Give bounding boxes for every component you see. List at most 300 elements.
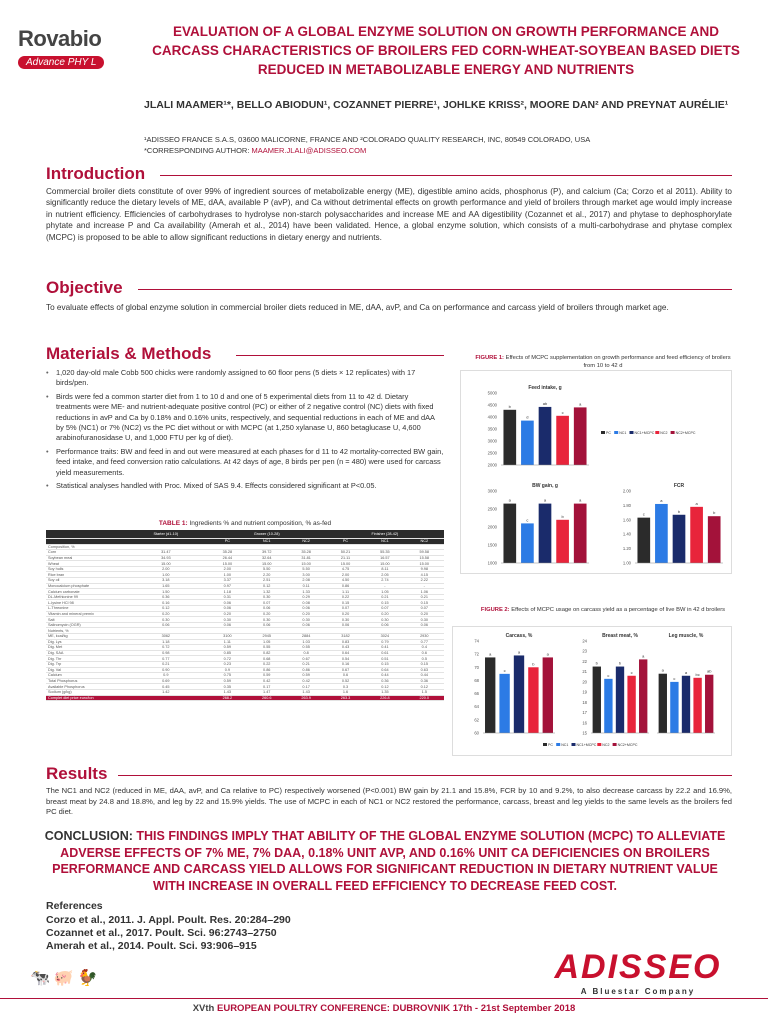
table-cell: Dig. Val xyxy=(46,667,124,673)
animal-silhouettes xyxy=(30,968,102,988)
chart-bar xyxy=(670,682,678,733)
table-cell: 0.06 xyxy=(286,622,325,628)
bar-significance-label: b xyxy=(677,508,681,514)
table-cell: 1.32 xyxy=(247,589,286,595)
corresponding-email[interactable]: MAAMER.JLALI@ADISSEO.COM xyxy=(251,146,367,155)
table-cell: 0.6 xyxy=(326,673,365,679)
table-cell: 1.06 xyxy=(405,589,444,595)
legend-swatch xyxy=(543,743,547,746)
chart-legend xyxy=(601,431,696,435)
figure2-caption-text: Effects of MCPC usage on carcass yield as a percentage of live BW in 42 d broilers xyxy=(511,607,726,613)
section-title-results: Results xyxy=(46,764,108,783)
chart-bar xyxy=(528,667,538,733)
table-cell: 0.22 xyxy=(326,594,365,600)
table-cell: Corn xyxy=(46,550,124,556)
table-cell: L-Threonine xyxy=(46,606,124,612)
figure1-caption-label: FIGURE 1: xyxy=(475,355,504,361)
bar-significance-label: c xyxy=(673,675,676,681)
table-cell: 0.06 xyxy=(365,622,404,628)
table-cell: 1.42 xyxy=(124,689,208,695)
chart-legend xyxy=(543,743,638,747)
table-group-header: Starter (d1-10) xyxy=(124,530,208,538)
table-cell: 0.64 xyxy=(365,667,404,673)
figure2-caption xyxy=(474,606,732,614)
table-cell: 1.11 xyxy=(208,639,247,645)
table-cell: 0.20 xyxy=(405,611,444,617)
table-cell: 0.07 xyxy=(405,606,444,612)
table-cell: - xyxy=(365,583,404,589)
chart-bar xyxy=(659,674,667,733)
ingredients-table xyxy=(46,530,444,701)
table1-caption-label: TABLE 1: xyxy=(158,520,188,527)
table-cell: 0.9 xyxy=(208,667,247,673)
table-cell: Composition, % xyxy=(46,544,124,550)
methods-list xyxy=(46,368,444,494)
table-cell: 1.5 xyxy=(405,689,444,695)
table-cell: 0.43 xyxy=(326,645,365,651)
legend-swatch xyxy=(556,743,560,746)
table-cell: 16.57 xyxy=(365,555,404,561)
table-cell: 0.36 xyxy=(124,594,208,600)
y-tick-label: 74 xyxy=(474,638,479,644)
table-cell: 0.29 xyxy=(286,594,325,600)
table-cell: 1.00 xyxy=(124,572,208,578)
table-cell: 15.00 xyxy=(247,561,286,567)
chart-bar xyxy=(708,516,721,563)
y-tick-label: 2500 xyxy=(487,506,497,512)
cow-icon: 🐄 xyxy=(30,970,54,987)
chart-bar xyxy=(690,507,703,563)
y-tick-label: 2.00 xyxy=(622,488,631,494)
legend-label: NC1 xyxy=(561,743,569,747)
y-tick-label: 1.20 xyxy=(622,546,631,552)
chart-title: Leg muscle, % xyxy=(668,633,704,639)
table-cell: 263.9 xyxy=(286,695,325,701)
legend-swatch xyxy=(630,431,634,434)
table-cell: 0.07 xyxy=(326,606,365,612)
table-cell: Wheat xyxy=(46,561,124,567)
table-cell: 1.05 xyxy=(247,639,286,645)
y-tick-label: 2500 xyxy=(487,450,497,456)
y-tick-label: 20 xyxy=(582,679,587,685)
table-cell: 0.59 xyxy=(286,673,325,679)
figure2-chart xyxy=(453,627,731,755)
table-cell: 0.69 xyxy=(124,678,208,684)
table-cell: 0.42 xyxy=(286,678,325,684)
table-cell: 0.21 xyxy=(365,594,404,600)
table-cell: 0.79 xyxy=(365,639,404,645)
table-cell: 0.15 xyxy=(326,600,365,606)
legend-swatch xyxy=(614,431,618,434)
table-cell: 15.00 xyxy=(286,561,325,567)
table-cell xyxy=(124,695,208,701)
rovabio-logo xyxy=(18,26,138,68)
legend-label: PC xyxy=(548,743,553,747)
reference-item: Amerah et al., 2014. Poult. Sci. 93:906–915 xyxy=(46,940,257,952)
chart-bar xyxy=(574,504,587,563)
chart-bar xyxy=(604,679,612,733)
chart-title: BW gain, g xyxy=(532,483,558,489)
table-cell: 0.30 xyxy=(124,617,208,623)
table-cell: 0.30 xyxy=(247,594,286,600)
y-tick-label: 16 xyxy=(582,720,587,726)
table-cell: 0.07 xyxy=(247,600,286,606)
figure2-caption-label: FIGURE 2: xyxy=(480,607,510,613)
chart-bar xyxy=(539,407,552,465)
table-cell: 0.55 xyxy=(286,645,325,651)
table-cell: 2.20 xyxy=(247,572,286,578)
methods-item: • Performance traits: BW and feed in and out were measured at each phases for d 11 to 42 mortality-corrected BW gain, feed intake, and feed conversion ratio calculations. At 42 days of age, 8 birds per pen (n = 480) were used for carcass yield measurements. xyxy=(46,447,444,478)
table-cell: 0.30 xyxy=(326,617,365,623)
bar-significance-label: a xyxy=(517,649,521,655)
table-cell: 0.17 xyxy=(286,684,325,690)
table-cell: 0.72 xyxy=(124,645,208,651)
table-cell: 4.50 xyxy=(326,578,365,584)
corresponding-author xyxy=(144,145,754,156)
table-cell: Calcium xyxy=(46,673,124,679)
table-cell: Dig. Thr xyxy=(46,656,124,662)
table-cell: Soybean meal xyxy=(46,555,124,561)
bar-significance-label: c xyxy=(607,672,610,678)
y-tick-label: 1.00 xyxy=(622,560,631,566)
bar-significance-label: a xyxy=(546,651,549,657)
table-cell: 0.54 xyxy=(326,656,365,662)
footer xyxy=(0,1003,768,1014)
legend-label: PC xyxy=(606,431,611,435)
table-cell: 31.81 xyxy=(286,555,325,561)
table-cell: 1.33 xyxy=(286,589,325,595)
table-cell: Nutrients, % xyxy=(46,628,124,634)
table-cell: 0.06 xyxy=(247,622,286,628)
chart-bar xyxy=(556,416,569,465)
table-cell: 0.4 xyxy=(405,645,444,651)
methods-item: • 1,020 day-old male Cobb 500 chicks were randomly assigned to 60 floor pens (5 diets × 12 replicates) with 17 birds/pen. xyxy=(46,368,444,389)
chart-bar xyxy=(673,515,686,563)
table-cell: 1.43 xyxy=(286,689,325,695)
table-cell: Dig. Lys xyxy=(46,639,124,645)
table-cell: 4.15 xyxy=(405,572,444,578)
bar-significance-label: c xyxy=(642,511,645,517)
chart-bar xyxy=(574,407,587,465)
table-cell: Dig. Trp xyxy=(46,661,124,667)
table-cell: 0.63 xyxy=(405,667,444,673)
table-cell: 0.20 xyxy=(247,611,286,617)
table-cell: 50.21 xyxy=(326,550,365,556)
chart-bar xyxy=(539,504,552,563)
references-title: References xyxy=(46,900,103,912)
table-cell: 0.06 xyxy=(326,622,365,628)
table-cell: 0.59 xyxy=(247,673,286,679)
results-text: The NC1 and NC2 (reduced in ME, dAA, avP, and Ca relative to PC) respectively worsened (P<0.001) BW gain by 21.1 and 15.8%, FCR by 10 and 9.2%, to also decrease carcass by 22.2 and 16.9%, breast meat by 24.8 and 18.8%, and leg by 22 and 15.9% yields. The use of MCPC in each of NC1 or NC2 restored the performance, carcass, breast and leg yields to the same levels as the broilers fed PC diet. xyxy=(46,786,732,817)
table-cell: 3024 xyxy=(365,634,404,640)
table-cell: 0.12 xyxy=(365,684,404,690)
table-cell: 0.15 xyxy=(365,661,404,667)
table-cell: 0.67 xyxy=(286,656,325,662)
table-cell: Soy hulls xyxy=(46,566,124,572)
table-cell: 0.77 xyxy=(124,656,208,662)
chart-bar xyxy=(556,520,569,563)
y-tick-label: 1000 xyxy=(487,560,497,566)
legend-label: NC2+MCPC xyxy=(617,743,638,747)
bar-significance-label: a xyxy=(660,497,663,503)
y-tick-label: 2000 xyxy=(487,524,497,530)
y-tick-label: 19 xyxy=(582,689,587,695)
bar-significance-label: a xyxy=(543,497,547,503)
adisseo-tagline: A Bluestar Company xyxy=(580,987,696,996)
table-column-header: NC2 xyxy=(286,538,325,544)
adisseo-logo xyxy=(528,948,748,996)
y-tick-label: 4000 xyxy=(487,414,497,420)
table-cell: 0.86 xyxy=(286,667,325,673)
y-tick-label: 72 xyxy=(474,651,479,657)
table-cell: Salinomycin (OGR) xyxy=(46,622,124,628)
y-tick-label: 2000 xyxy=(487,462,497,468)
adisseo-name: ADISSEO xyxy=(554,948,722,986)
y-tick-label: 5000 xyxy=(487,390,497,396)
table-cell: 0.06 xyxy=(124,622,208,628)
y-tick-label: 66 xyxy=(474,691,479,697)
table-cell: 26.44 xyxy=(208,555,247,561)
legend-label: NC2 xyxy=(602,743,610,747)
section-divider xyxy=(118,775,732,776)
table-cell: 1.11 xyxy=(326,589,365,595)
table-cell: L-lysine HCl 98 xyxy=(46,600,124,606)
y-tick-label: 64 xyxy=(474,704,479,710)
chart-bar xyxy=(655,504,668,563)
table-cell: 0.67 xyxy=(326,667,365,673)
chart-bar xyxy=(543,657,553,733)
table-cell: 9.98 xyxy=(405,566,444,572)
y-tick-label: 17 xyxy=(582,710,587,716)
figure1-box xyxy=(460,370,732,574)
legend-swatch xyxy=(613,743,617,746)
table-cell: 2.00 xyxy=(326,572,365,578)
conclusion xyxy=(40,828,730,894)
bar-significance-label: b xyxy=(595,660,598,666)
table-cell: 2.08 xyxy=(286,578,325,584)
affiliation-text: ¹ADISSEO FRANCE S.A.S, 03600 MALICORNE, FRANCE AND ²COLORADO QUALITY RESEARCH, INC, 80549 COLORADO, USA xyxy=(144,135,591,144)
table-cell: Sodium (g/kg) xyxy=(46,689,124,695)
table-cell: - xyxy=(405,583,444,589)
table-cell: 1.18 xyxy=(124,639,208,645)
table-cell: 0.06 xyxy=(208,622,247,628)
y-tick-label: 1500 xyxy=(487,542,497,548)
table-cell: 0.97 xyxy=(208,583,247,589)
table-cell: ME, kcal/kg xyxy=(46,634,124,640)
bar-significance-label: ab xyxy=(542,400,548,406)
table-cell: 0.41 xyxy=(365,645,404,651)
table-cell: 2.00 xyxy=(124,566,208,572)
chart-title: FCR xyxy=(673,483,685,489)
table-cell: 0.30 xyxy=(247,617,286,623)
reference-item: Cozannet et al., 2017. Poult. Sci. 96:2743–2750 xyxy=(46,927,277,939)
introduction-text: Commercial broiler diets constitute of over 99% of ingredient sources of metabolizable energy (ME), digestible amino acids, phosphorus (P), and calcium (Ca; Corzo et al 2011). Ability to significantly reduce the dietary levels of ME, dAA, available P (avP), and Ca without detrimental effects on growth performance and yield of broilers through market age would imply increase in nutrient efficiency. Efficiencies of carbohydrases to hydrolyse non-starch polysaccharides and increase ME and AA digestibility (Cozannet et al., 2017) and phytase to dephosphorylate phytate and increase P and Ca availability (Amerah et al., 2014) have been validated. Hence, a global enzyme solution, which consists of a multi-carbohydrase and phytase complex (MCPC) is proposed to be able to allow significant reductions in dietary energy and nutrients. xyxy=(46,187,732,242)
table-cell: 1.65 xyxy=(124,583,208,589)
logo-sub-text: Advance PHY L xyxy=(18,56,104,69)
table-cell: 0.77 xyxy=(405,639,444,645)
table-cell: 15.00 xyxy=(365,561,404,567)
authors: JLALI MAAMER¹*, BELLO ABIODUN¹, COZANNET PIERRE¹, JOHLKE KRISS², MOORE DAN² AND PREYNAT AURÉLIE¹ xyxy=(144,99,729,111)
chart-bar xyxy=(637,518,650,563)
figure2-box xyxy=(452,626,732,756)
table-cell: 0.44 xyxy=(365,673,404,679)
table-cell: 3.18 xyxy=(124,578,208,584)
y-tick-label: 3000 xyxy=(487,438,497,444)
bar-significance-label: c xyxy=(503,667,506,673)
pig-icon: 🐖 xyxy=(53,970,78,987)
table-cell: 0.59 xyxy=(208,645,247,651)
table-cell: 0.21 xyxy=(405,594,444,600)
table-cell: 15.00 xyxy=(208,561,247,567)
table-cell: Dig. Met xyxy=(46,645,124,651)
table-cell: 5.50 xyxy=(247,566,286,572)
table-cell: Rice bran xyxy=(46,572,124,578)
legend-swatch xyxy=(601,431,605,434)
table-cell: 1.47 xyxy=(247,689,286,695)
table-cell: 15.00 xyxy=(124,561,208,567)
bar-significance-label: a xyxy=(684,669,688,675)
bar-significance-label: a xyxy=(508,497,511,503)
table-cell: 3182 xyxy=(326,634,365,640)
bar-significance-label: c xyxy=(561,409,564,415)
y-tick-label: 23 xyxy=(582,648,587,654)
table-cell: 268.2 xyxy=(208,695,247,701)
table-cell: 0.83 xyxy=(326,639,365,645)
legend-swatch xyxy=(597,743,601,746)
table-cell: 0.15 xyxy=(405,661,444,667)
bar-significance-label: c xyxy=(630,669,633,675)
table-cell: 0.07 xyxy=(365,606,404,612)
y-tick-label: 3000 xyxy=(487,488,497,494)
chart-bar xyxy=(514,655,524,733)
bar-significance-label: a xyxy=(489,651,492,657)
figure1-caption xyxy=(474,354,732,370)
table-cell: 0.23 xyxy=(208,661,247,667)
table-cell: Total Phosphorus xyxy=(46,678,124,684)
table-cell: 0.61 xyxy=(365,650,404,656)
chart-bar xyxy=(639,659,647,733)
table-cell: Monocalcium phosphate xyxy=(46,583,124,589)
legend-label: NC1+MCPC xyxy=(634,431,655,435)
table-cell: 0.12 xyxy=(247,583,286,589)
footer-divider xyxy=(0,998,768,999)
table-cell: 55.35 xyxy=(365,550,404,556)
y-tick-label: 15 xyxy=(582,730,587,736)
chart-bar xyxy=(521,421,534,465)
table-cell: 0.20 xyxy=(326,611,365,617)
table-cell: 0.51 xyxy=(365,656,404,662)
bar-significance-label: b xyxy=(618,660,622,666)
table1-caption xyxy=(46,520,444,527)
table-cell: 32.64 xyxy=(247,555,286,561)
table-cell: 0.85 xyxy=(208,650,247,656)
table-cell: 0.52 xyxy=(326,678,365,684)
bar-significance-label: b xyxy=(713,510,716,516)
table-cell: 0.98 xyxy=(124,650,208,656)
table-cell: 0.06 xyxy=(247,606,286,612)
table-footer-row xyxy=(46,695,444,701)
table-cell: 3100 xyxy=(208,634,247,640)
y-tick-label: 24 xyxy=(582,638,587,644)
table-cell: 2.05 xyxy=(365,572,404,578)
legend-label: NC1 xyxy=(619,431,627,435)
table-cell: Complet diet price euro/ton xyxy=(46,695,124,701)
poster-title: EVALUATION OF A GLOBAL ENZYME SOLUTION ON GROWTH PERFORMANCE AND CARCASS CHARACTERISTICS OF BROILERS FED CORN-WHEAT-SOYBEAN BASED DIETS REDUCED IN METABOLIZABLE ENERGY AND NUTRIENTS xyxy=(152,24,740,77)
table-cell: 0.21 xyxy=(286,661,325,667)
table-cell: 0.3 xyxy=(326,684,365,690)
bar-significance-label: a xyxy=(579,401,582,407)
table-cell: 0.68 xyxy=(247,656,286,662)
chart-bar xyxy=(503,504,516,563)
table-cell: 4.75 xyxy=(326,566,365,572)
table-cell: 0.64 xyxy=(326,650,365,656)
table-cell: 0.8 xyxy=(286,650,325,656)
table-cell: 0.15 xyxy=(365,600,404,606)
bar-significance-label: c xyxy=(526,517,529,523)
chart-bar xyxy=(593,667,601,733)
legend-label: NC1+MCPC xyxy=(576,743,597,747)
conclusion-head xyxy=(45,829,133,843)
table-cell: Soy oil xyxy=(46,578,124,584)
bar-significance-label: a xyxy=(642,653,645,659)
bar-significance-label: a xyxy=(695,500,698,506)
methods-item: • Birds were fed a common starter diet from 1 to 10 d and one of 5 experimental diets from 11 to 42 d. Dietary treatments were ME- and nutrient-adequate positive control (PC) or either of 2 negative control (NC) diets with fixed reductions in avP and Ca by 0.18% and 0.16% units, respectively, and sequential reductions in each of ME and dAA by 5% (NC1) or 7% (NC2) vs the PC diet without or with MCPC (at 1,250 xylanase U, 860 betaglucase U, 4,600 arabinofuranosidase U, and 1,000 FTU per kg of diet). xyxy=(46,392,444,444)
legend-swatch xyxy=(572,743,576,746)
chart-bar xyxy=(682,676,690,733)
figure1-chart xyxy=(461,371,731,573)
chart-bar xyxy=(499,674,509,733)
table-cell: 1.50 xyxy=(124,589,208,595)
chart-bar xyxy=(521,523,534,563)
bar-significance-label: a xyxy=(579,497,582,503)
table-cell: 15.00 xyxy=(405,561,444,567)
bar-significance-label: a xyxy=(661,667,664,673)
conclusion-body: THIS FINDINGS IMPLY THAT ABILITY OF THE GLOBAL ENZYME SOLUTION (MCPC) TO ALLEVIATE ADVERSE EFFECTS OF 7% ME, 7% DAA, 0.18% UNIT AVP, AND 0.16% UNIT CA DEFICIENCIES ON BROILERS PERFORMANCE AND CARCASS YIELD ALLOWS FOR SIGNIFICANT REDUCTION IN DIETARY NUTRIENT VALUE WITH INCREASE IN OVERALL FEED EFFICIENCY TO DECREASE FEED COST. xyxy=(52,829,726,893)
y-tick-label: 62 xyxy=(474,717,479,723)
table-cell: 0.30 xyxy=(405,617,444,623)
table-cell: 0.45 xyxy=(124,684,208,690)
table-cell: 2930 xyxy=(405,634,444,640)
table-cell: 0.82 xyxy=(247,650,286,656)
chart-bar xyxy=(705,675,713,733)
table-cell: 3062 xyxy=(124,634,208,640)
table-cell: Dig. SAA xyxy=(46,650,124,656)
table-cell: 2.22 xyxy=(405,578,444,584)
table-column-header: NC2 xyxy=(405,538,444,544)
table-cell: 3.00 xyxy=(286,572,325,578)
reference-item: Corzo et al., 2011. J. Appl. Poult. Res. 20:284–290 xyxy=(46,914,291,926)
table-cell: 220.0 xyxy=(405,695,444,701)
table-cell: 0.9 xyxy=(124,673,208,679)
y-tick-label: 1.60 xyxy=(622,517,631,523)
table-cell: Calcium carbonate xyxy=(46,589,124,595)
table-cell: 0.12 xyxy=(405,684,444,690)
table-cell: 0.30 xyxy=(365,617,404,623)
chart-bar xyxy=(627,676,635,733)
table-cell: 5.50 xyxy=(286,566,325,572)
table-cell: 0.16 xyxy=(326,661,365,667)
table-cell: DL-Methionine 99 xyxy=(46,594,124,600)
table-cell: 226.8 xyxy=(365,695,404,701)
legend-label: NC2 xyxy=(660,431,668,435)
table-cell: 1.03 xyxy=(286,639,325,645)
table-cell: 0.20 xyxy=(124,611,208,617)
table-group-header: Grower (10-28) xyxy=(208,530,326,538)
table-cell: 8.11 xyxy=(365,566,404,572)
table-cell: 0.75 xyxy=(208,673,247,679)
corresponding-label: *CORRESPONDING AUTHOR: xyxy=(144,146,250,155)
table-cell: 15.58 xyxy=(405,555,444,561)
